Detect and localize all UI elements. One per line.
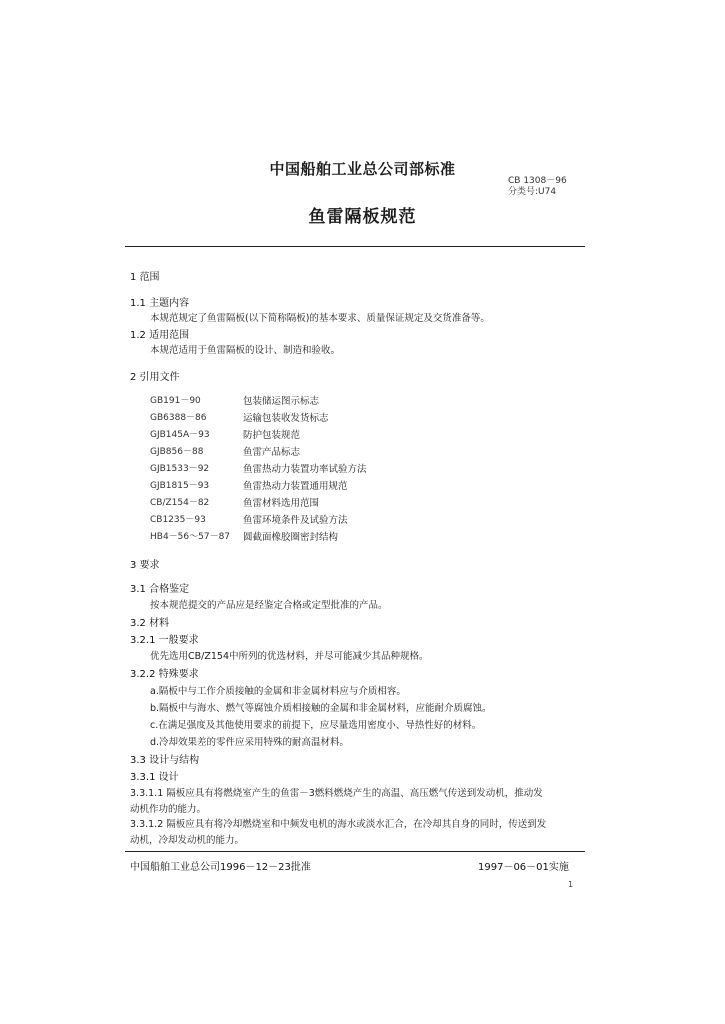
- section-3-2-heading: 3.2 材料: [130, 618, 170, 629]
- standard-number: CB 1308－96: [508, 176, 567, 186]
- section-1-heading: 1 范围: [130, 272, 160, 283]
- ref-title: 包装储运图示标志: [243, 396, 320, 407]
- ref-code: CB1235－93: [150, 515, 206, 525]
- ref-title: 鱼雷材料选用范围: [243, 498, 320, 509]
- classification-number: 分类号:U74: [508, 187, 557, 197]
- document-title: 鱼雷隔板规范: [308, 207, 417, 227]
- section-3-3-1-2-text-cont: 动机，冷却发动机的能力。: [130, 835, 245, 846]
- list-item: c.在满足强度及其他使用要求的前提下，应尽量选用密度小、导热性好的材料。: [150, 720, 482, 731]
- ref-code: GJB1815－93: [150, 481, 210, 491]
- issuing-organization: 中国船舶工业总公司部标准: [269, 160, 456, 178]
- list-item: d.冷却效果差的零件应采用特殊的耐高温材料。: [150, 737, 350, 748]
- ref-code: HB4－56～57－87: [150, 532, 231, 542]
- section-3-2-2-heading: 3.2.2 特殊要求: [130, 669, 199, 680]
- ref-code: GB6388－86: [150, 413, 207, 423]
- ref-title: 鱼雷环境条件及试验方法: [243, 515, 348, 526]
- section-3-2-1-text: 优先选用CB/Z154中所列的优选材料，并尽可能减少其品种规格。: [150, 651, 429, 662]
- ref-title: 鱼雷产品标志: [243, 447, 301, 458]
- section-1-2-text: 本规范适用于鱼雷隔板的设计、制造和验收。: [150, 345, 341, 356]
- ref-code: GJB856－88: [150, 447, 204, 457]
- ref-code: GB191－90: [150, 396, 201, 406]
- ref-code: GJB1533－92: [150, 464, 210, 474]
- section-3-1-text: 按本规范提交的产品应是经鉴定合格或定型批准的产品。: [150, 600, 388, 611]
- section-2-heading: 2 引用文件: [130, 372, 180, 383]
- ref-title: 鱼雷热动力装置通用规范: [243, 481, 348, 492]
- section-3-3-heading: 3.3 设计与结构: [130, 755, 200, 766]
- footer-rule: [125, 851, 585, 852]
- effective-date: 1997－06－01实施: [478, 862, 569, 873]
- section-3-3-1-1-text-cont: 动机作功的能力。: [130, 804, 207, 815]
- ref-title: 圆截面橡胶圈密封结构: [243, 532, 339, 543]
- section-3-3-1-heading: 3.3.1 设计: [130, 772, 179, 783]
- ref-code: GJB145A－93: [150, 430, 210, 440]
- ref-code: CB/Z154－82: [150, 498, 210, 508]
- header-rule: [125, 246, 585, 247]
- ref-title: 鱼雷热动力装置功率试验方法: [243, 464, 367, 475]
- section-1-1-text: 本规范规定了鱼雷隔板(以下简称隔板)的基本要求、质量保证规定及交货准备等。: [150, 313, 490, 324]
- section-1-2-heading: 1.2 适用范围: [130, 330, 190, 341]
- ref-title: 运输包装收发货标志: [243, 413, 329, 424]
- section-3-3-1-1-text: 3.3.1.1 隔板应具有将燃烧室产生的鱼雷－3燃料燃烧产生的高温、高压燃气传送到发动机，推动发: [130, 788, 543, 799]
- section-1-1-heading: 1.1 主题内容: [130, 298, 190, 309]
- approval-date: 中国船舶工业总公司1996－12－23批准: [130, 862, 311, 873]
- section-3-1-heading: 3.1 合格鉴定: [130, 584, 190, 595]
- ref-title: 防护包装规范: [243, 430, 301, 441]
- section-3-3-1-2-text: 3.3.1.2 隔板应具有将冷却燃烧室和中频发电机的海水或淡水汇合，在冷却其自身的同时，传送到发: [130, 819, 547, 830]
- standard-codes: [508, 176, 567, 198]
- list-item: a.隔板中与工作介质接触的金属和非金属材料应与介质相容。: [150, 686, 406, 697]
- page-number: 1: [568, 880, 574, 889]
- list-item: b.隔板中与海水、燃气等腐蚀介质相接触的金属和非金属材料，应能耐介质腐蚀。: [150, 703, 492, 714]
- section-3-2-1-heading: 3.2.1 一般要求: [130, 635, 199, 646]
- section-3-heading: 3 要求: [130, 560, 160, 571]
